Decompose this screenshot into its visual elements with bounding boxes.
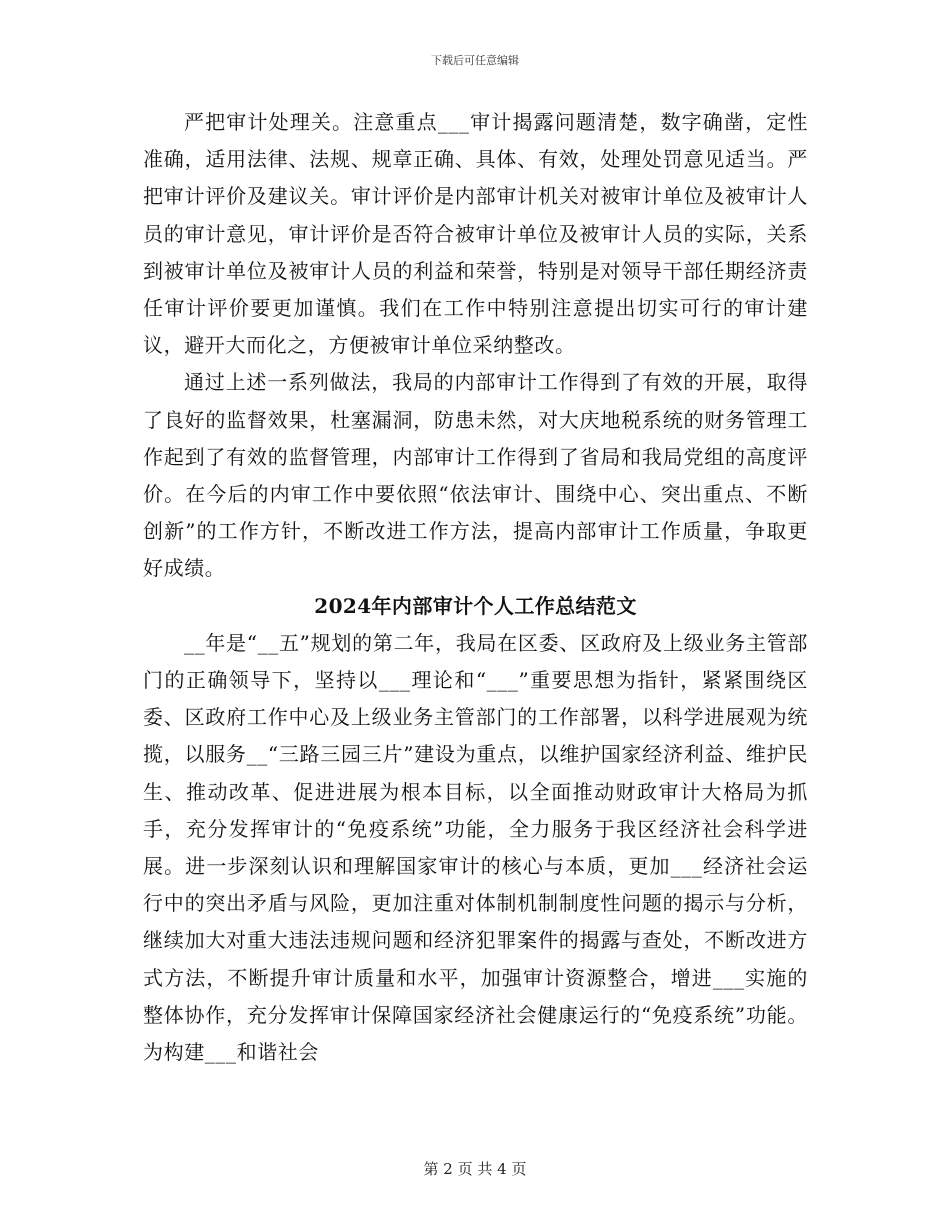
page-header: 下载后可任意编辑 (431, 54, 519, 67)
section-title: 2024年内部审计个人工作总结范文 (314, 593, 637, 618)
paragraph-annual-summary: __年是“__五”规划的第二年，我局在区委、区政府及上级业务主管部门的正确领导下，坚持以___理论和“___”重要思想为指针，紧紧围绕区委、区政府工作中心及上级业务主管部门的工作部署，以科学进展观为统揽，以服务__“三路三园三片”建设为重点，以维护国家经济利益、维护民生、推动改革、促进进展为根本目标，以全面推动财政审计大格局为抓手，充分发挥审计的“免疫系统”功能，全力服务于我区经济社会科学进展。进一步深刻认识和理解国家审计的核心与本质，更加___经济社会运行中的突出矛盾与风险，更加注重对体制机制制度性问题的揭示与分析，继续加大对重大违法违规问题和经济犯罪案件的揭露与查处，不断改进方式方法，不断提升审计质量和水平，加强审计资源整合，增进___实施的整体协作，充分发挥审计保障国家经济社会健康运行的“免疫系统”功能。为构建___和谐社会 (143, 630, 808, 1065)
document-body (143, 104, 808, 1071)
paragraph-audit-handling: 严把审计处理关。注意重点___审计揭露问题清楚，数字确凿，定性准确，适用法律、法规、规章正确、具体、有效，处理处罚意见适当。严把审计评价及建议关。审计评价是内部审计机关对被审计单位及被审计人员的审计意见，审计评价是否符合被审计单位及被审计人员的实际，关系到被审计单位及被审计人员的利益和荣誉，特别是对领导干部任期经济责任审计评价要更加谨慎。我们在工作中特别注意提出切实可行的审计建议，避开大而化之，方便被审计单位采纳整改。 (143, 110, 808, 358)
paragraph-audit-results: 通过上述一系列做法，我局的内部审计工作得到了有效的开展，取得了良好的监督效果，杜塞漏洞，防患未然，对大庆地税系统的财务管理工作起到了有效的监督管理，内部审计工作得到了省局和我局党组的高度评价。在今后的内审工作中要依照“依法审计、围绕中心、突出重点、不断创新”的工作方针，不断改进工作方法，提高内部审计工作质量，争取更好成绩。 (143, 370, 808, 581)
page-number-footer: 第 2 页 共 4 页 (423, 1160, 527, 1178)
